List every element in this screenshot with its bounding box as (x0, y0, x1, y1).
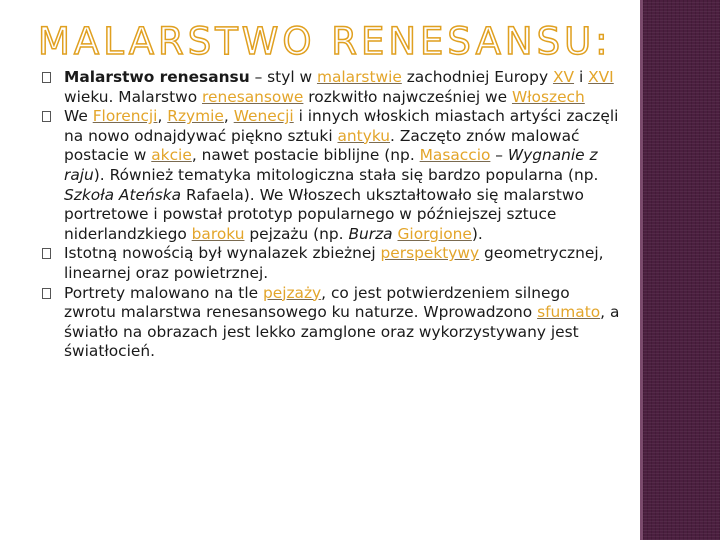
list-item (42, 107, 622, 244)
text: – styl w (249, 68, 317, 86)
term-bold: Malarstwo renesansu (64, 68, 250, 86)
text: , a światło na obrazach jest lekko zamglone oraz wykorzystywany jest światłocień. (64, 303, 620, 361)
text: Istotną nowością był wynalazek zbieżnej (64, 244, 381, 263)
bullet-icon (42, 72, 51, 83)
link-baroku[interactable]: baroku (191, 224, 245, 243)
link-masaccio[interactable]: Masaccio (419, 146, 491, 165)
text: , co jest potwierdzeniem silnego zwrotu malarstwa renesansowego ku naturze. Wprowadzono (64, 283, 570, 322)
text: zachodniej Europy (401, 68, 553, 86)
link-xv[interactable]: XV (552, 68, 575, 86)
link-xvi[interactable]: XVI (588, 68, 614, 86)
link-florencji[interactable]: Florencji (92, 107, 158, 126)
text: pejzażu (np. (244, 224, 349, 243)
link-renesansowe[interactable]: renesansowe (202, 87, 304, 106)
text: Portrety malowano na tle (64, 283, 263, 302)
text: ). Również tematyka mitologiczna stała się bardzo popularna (np. (93, 165, 599, 184)
text: Rafaela). We Włoszech ukształtowało się malarstwo portretowe i powstał prototyp popularnego w późniejszej sztuce niderlandzkiego (64, 185, 584, 243)
list-item (42, 284, 622, 362)
link-wloszech[interactable]: Włoszech (511, 87, 585, 106)
bullet-icon (42, 288, 51, 299)
slide-title: MALARSTWO RENESANSU: (38, 20, 612, 63)
link-akcie[interactable]: akcie (151, 146, 192, 165)
text: , nawet postacie biblijne (np. (191, 146, 420, 165)
text: , (223, 107, 234, 126)
text: , (157, 107, 168, 126)
bullet-icon (42, 248, 51, 259)
text: ). (471, 224, 483, 243)
link-perspektywy[interactable]: perspektywy (380, 244, 480, 263)
text: rozkwitło najwcześniej we (303, 87, 512, 106)
decorative-sidebar (643, 0, 720, 540)
link-rzymie[interactable]: Rzymie (167, 107, 224, 126)
link-malarstwie[interactable]: malarstwie (316, 68, 402, 86)
link-wenecji[interactable]: Wenecji (233, 107, 294, 126)
artwork-title: Wygnanie z raju (64, 146, 598, 184)
text: geometrycznej, linearnej oraz powietrznej. (64, 244, 604, 282)
text: wieku. Malarstwo (64, 87, 203, 106)
text: i (574, 68, 589, 86)
text: i innych włoskich miastach artyści zaczęli na nowo odnajdywać piękno sztuki (64, 107, 619, 145)
bullet-list (42, 68, 622, 362)
link-pejzazy[interactable]: pejzaży (262, 283, 322, 302)
list-item (42, 68, 622, 107)
text: . Zaczęto znów malować postacie w (64, 126, 580, 165)
bullet-icon (42, 111, 51, 122)
link-giorgione[interactable]: Giorgione (397, 224, 472, 243)
artwork-title: Szkoła Ateńska (64, 185, 182, 204)
list-item (42, 244, 622, 283)
text: – (490, 146, 508, 165)
link-antyku[interactable]: antyku (337, 126, 391, 145)
artwork-title: Burza (348, 224, 393, 243)
link-sfumato[interactable]: sfumato (537, 303, 601, 322)
text: We (64, 107, 93, 126)
